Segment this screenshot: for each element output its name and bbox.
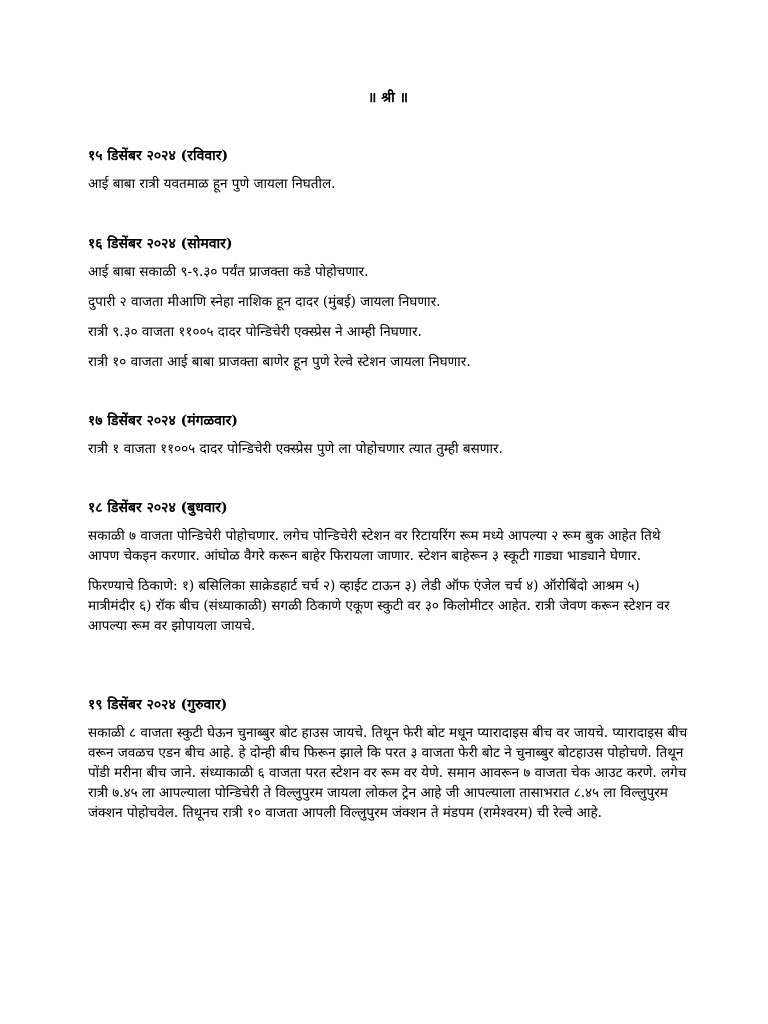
section-paragraph: दुपारी २ वाजता मीआणि स्नेहा नाशिक हून दादर (मुंबई) जायला निघणार.	[88, 294, 441, 310]
section-paragraph: आई बाबा रात्री यवतमाळ हून पुणे जायला निघतील.	[88, 176, 336, 192]
section-paragraph: रात्री ९.३० वाजता ११००५ दादर पोन्डिचेरी एक्स्प्रेस ने आम्ही निघणार.	[88, 324, 422, 340]
section-paragraph: आई बाबा सकाळी ९-९.३० पर्यंत प्राजक्ता कडे पोहोचणार.	[88, 264, 369, 280]
day-section-15	[88, 146, 688, 204]
section-paragraph: रात्री १ वाजता ११००५ दादर पोन्डिचेरी एक्स्प्रेस पुणे ला पोहोचणार त्यात तुम्ही बसणार.	[88, 441, 503, 457]
page-header: ॥ श्री ॥	[367, 90, 409, 106]
section-date: १९ डिसेंबर २०२४ (गुरुवार)	[88, 697, 228, 713]
section-date: १५ डिसेंबर २०२४ (रविवार)	[88, 148, 229, 164]
day-section-19	[88, 695, 688, 833]
section-paragraph: फिरण्याचे ठिकाणे: १) बसिलिका साक्रेडहार्ट चर्च २) व्हाईट टाऊन ३) लेडी ऑफ एंजेल चर्च ४) ऑरोबिंदो आश्रम ५) मात्रीमंदीर ६) रॉक बीच (संध्याकाळी) सगळी ठिकाणे एकूण स्कुटी वर ३० किलोमीटर आहेत. रात्री जेवण करून स्टेशन वर आपल्या रूम वर झोपायला जायचे.	[88, 578, 670, 634]
section-date: १८ डिसेंबर २०२४ (बुधवार)	[88, 500, 228, 516]
section-paragraph: रात्री १० वाजता आई बाबा प्राजक्ता बाणेर हून पुणे रेल्वे स्टेशन जायला निघणार.	[88, 354, 471, 370]
section-paragraph: सकाळी ८ वाजता स्कुटी घेऊन चुनाब्बुर बोट हाउस जायचे. तिथून फेरी बोट मधून प्यारादाइस बीच वर जायचे. प्यारादाइस बीच वरून जवळच एडन बीच आहे. हे दोन्ही बीच फिरून झाले कि परत ३ वाजता फेरी बोट ने चुनाब्बुर बोटहाउस पोहोचणे. तिथून पोंडी मरीना बीच जाने. संध्याकाळी ६ वाजता परत स्टेशन वर रूम वर येणे. समान आवरून ७ वाजता चेक आउट करणे. लगेच रात्री ७.४५ ला आपल्याला पोन्डिचेरी ते विल्लुपुरम जायला लोकल ट्रेन आहे जी आपल्याला तासाभरात ८.४५ ला विल्लुपुरम जंक्शन पोहोचवेल. तिथूनच रात्री १० वाजता आपली विल्लुपुरम जंक्शन ते मंडपम (रामेश्वरम) ची रेल्वे आहे.	[88, 725, 688, 821]
day-section-16	[88, 234, 688, 382]
section-paragraph: सकाळी ७ वाजता पोन्डिचेरी पोहोचणार. लगेच पोन्डिचेरी स्टेशन वर रिटायरिंग रूम मध्ये आपल्या २ रूम बुक आहेत तिथे आपण चेकइन करणार. आंघोळ वैगरे करून बाहेर फिरायला जाणार. स्टेशन बाहेरून ३ स्कूटी गाड्या भाड्याने घेणार.	[88, 528, 661, 564]
section-date: १७ डिसेंबर २०२४ (मंगळवार)	[88, 413, 238, 429]
day-section-17	[88, 411, 688, 469]
section-date: १६ डिसेंबर २०२४ (सोमवार)	[88, 236, 233, 252]
day-section-18	[88, 498, 688, 646]
